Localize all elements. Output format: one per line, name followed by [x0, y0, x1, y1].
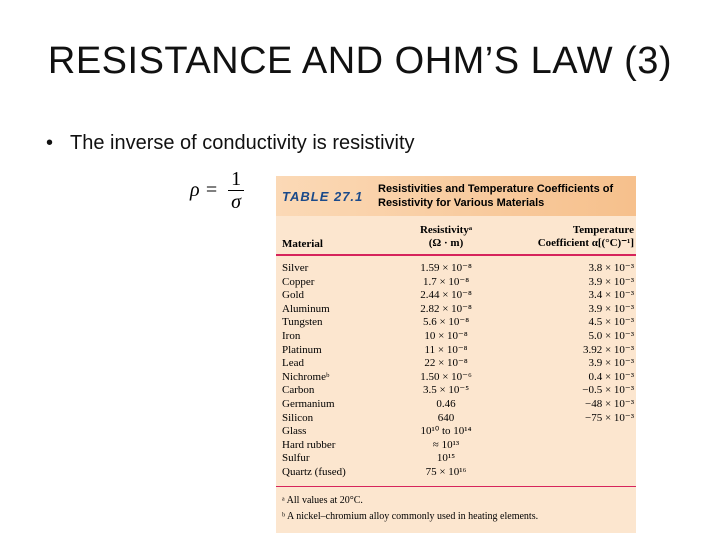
table-row [276, 412, 636, 426]
cell-material: Nichromeᵇ [282, 370, 330, 383]
cell-resistivity: 10¹⁰ to 10¹⁴ [420, 425, 472, 438]
table-row [276, 316, 636, 330]
formula-lhs: ρ = [190, 179, 219, 201]
formula-denominator: σ [231, 191, 242, 213]
resistivity-table [276, 176, 636, 526]
cell-coefficient: −48 × 10⁻³ [584, 397, 634, 410]
bullet-item [46, 132, 415, 155]
table-header-bar [276, 176, 636, 216]
cell-coefficient [506, 452, 636, 466]
cell-material: Quartz (fused) [282, 465, 346, 478]
column-header-resistivity-line2: (Ω · m) [428, 237, 464, 249]
cell-material: Tungsten [282, 316, 323, 329]
table-label: TABLE 27.1 [282, 188, 364, 204]
cell-resistivity: 1.7 × 10⁻⁸ [422, 275, 470, 288]
table-row [276, 303, 636, 317]
formula-fraction [228, 168, 244, 213]
column-header-coefficient-line2: Coefficient α[(°C)⁻¹] [537, 237, 634, 249]
cell-material: Silver [282, 262, 309, 274]
cell-coefficient: 3.92 × 10⁻³ [582, 343, 634, 356]
column-header-resistivity-line1: Resistivityᵃ [419, 224, 473, 236]
cell-coefficient [506, 466, 636, 480]
cell-resistivity: 0.46 [436, 397, 456, 410]
cell-coefficient: 0.4 × 10⁻³ [588, 370, 634, 383]
cell-material: Silicon [282, 411, 314, 424]
cell-resistivity: 75 × 10¹⁶ [425, 465, 467, 478]
cell-coefficient: −75 × 10⁻³ [584, 411, 634, 424]
resistivity-formula [190, 168, 244, 213]
slide-title: RESISTANCE AND OHM’S LAW (3) [47, 40, 673, 82]
table-row [276, 357, 636, 371]
cell-material: Lead [282, 357, 304, 370]
table-footnotes [276, 486, 636, 533]
cell-resistivity: ≈ 10¹³ [432, 438, 460, 451]
footnote-b: ᵇ A nickel–chromium alloy commonly used in heating elements. [282, 510, 539, 522]
cell-material: Carbon [282, 384, 315, 397]
bullet-text: The inverse of conductivity is resistivity [70, 132, 415, 154]
cell-coefficient [506, 439, 636, 453]
cell-coefficient: 3.9 × 10⁻³ [588, 357, 634, 370]
cell-resistivity: 10 × 10⁻⁸ [424, 329, 468, 342]
cell-material: Iron [282, 329, 301, 342]
column-header-coefficient [506, 224, 636, 250]
cell-coefficient: 5.0 × 10⁻³ [588, 329, 634, 342]
cell-material: Hard rubber [282, 438, 336, 451]
column-header-coefficient-line1: Temperature [572, 224, 634, 236]
table-row [276, 276, 636, 290]
table-caption-line1: Resistivities and Temperature Coefficients of [378, 183, 614, 195]
table-body [276, 256, 636, 486]
cell-material: Germanium [282, 397, 335, 410]
table-row [276, 466, 636, 480]
footnote-a: ᵃ All values at 20°C. [282, 494, 363, 506]
cell-resistivity: 640 [437, 411, 455, 424]
table-row [276, 452, 636, 466]
table-row [276, 398, 636, 412]
cell-resistivity: 10¹⁵ [436, 452, 456, 465]
table-row [276, 425, 636, 439]
column-header-resistivity [386, 224, 506, 250]
cell-material: Gold [282, 289, 304, 302]
cell-resistivity: 22 × 10⁻⁸ [424, 357, 468, 370]
cell-material: Copper [282, 275, 315, 288]
cell-coefficient: 3.9 × 10⁻³ [588, 275, 634, 288]
cell-material: Sulfur [282, 452, 310, 465]
cell-resistivity: 1.59 × 10⁻⁸ [420, 262, 472, 274]
cell-material: Platinum [282, 343, 322, 356]
table-caption [378, 182, 613, 210]
table-row [276, 384, 636, 398]
cell-coefficient: 3.9 × 10⁻³ [588, 302, 634, 315]
formula-numerator: 1 [228, 168, 244, 191]
column-header-material: Material [282, 238, 323, 250]
cell-resistivity: 2.44 × 10⁻⁸ [420, 289, 472, 302]
cell-resistivity: 11 × 10⁻⁸ [424, 343, 468, 356]
table-row [276, 289, 636, 303]
table-caption-line2: Resistivity for Various Materials [378, 197, 545, 209]
cell-coefficient: 4.5 × 10⁻³ [588, 316, 634, 329]
cell-resistivity: 3.5 × 10⁻⁵ [422, 384, 470, 397]
cell-material: Aluminum [282, 302, 330, 315]
table-row [276, 439, 636, 453]
cell-coefficient [506, 425, 636, 439]
table-row [276, 262, 636, 276]
cell-resistivity: 1.50 × 10⁻⁶ [420, 370, 472, 383]
table-row [276, 344, 636, 358]
cell-coefficient: 3.4 × 10⁻³ [588, 289, 634, 302]
table-column-headers [276, 216, 636, 254]
cell-material: Glass [282, 425, 307, 438]
cell-coefficient: −0.5 × 10⁻³ [582, 384, 634, 397]
table-row [276, 371, 636, 385]
cell-resistivity: 2.82 × 10⁻⁸ [420, 302, 472, 315]
cell-resistivity: 5.6 × 10⁻⁸ [422, 316, 470, 329]
bullet-dot-icon: • [46, 132, 54, 154]
table-row [276, 330, 636, 344]
cell-coefficient: 3.8 × 10⁻³ [588, 262, 634, 274]
